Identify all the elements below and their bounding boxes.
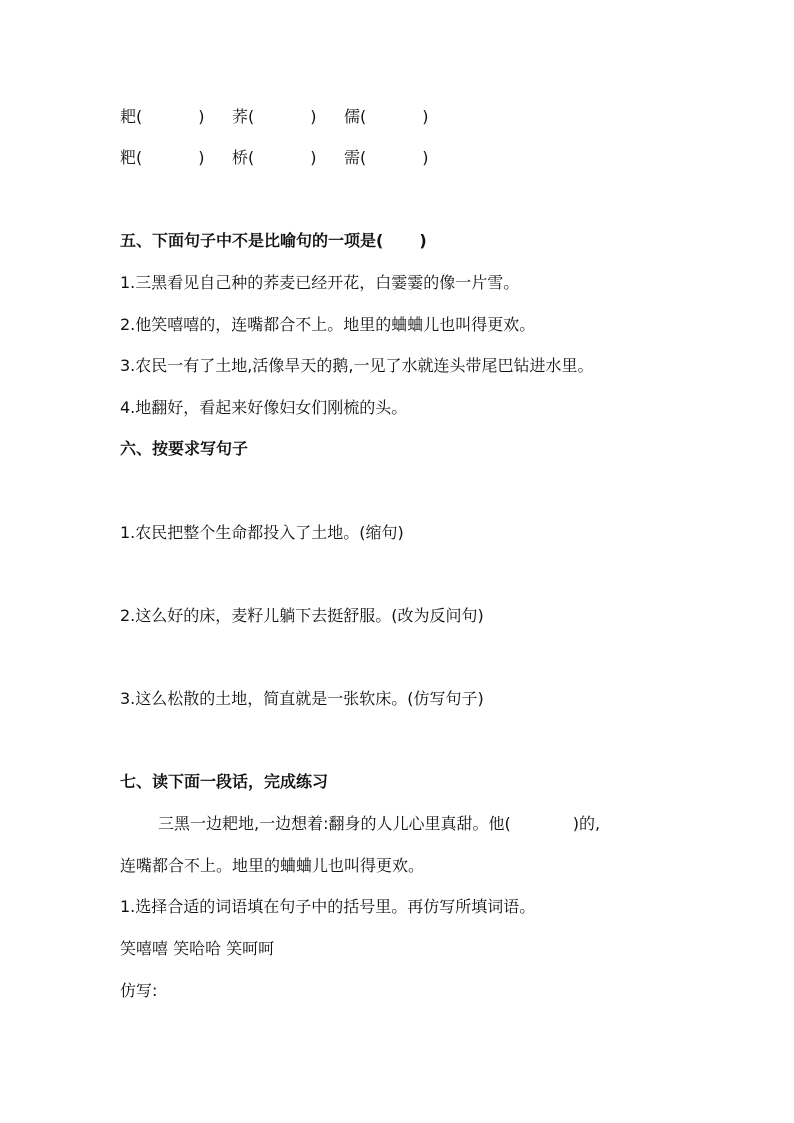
question-item: 1.选择合适的词语填在句子中的括号里。再仿写所填词语。 bbox=[120, 897, 536, 916]
option-item: 3.农民一有了土地,活像旱天的鹅,一见了水就连头带尾巴钻进水里。 bbox=[120, 356, 594, 375]
section-6-title: 六、按要求写句子 bbox=[120, 439, 249, 458]
task-item: 1.农民把整个生命都投入了土地。(缩句) bbox=[120, 523, 404, 542]
task-item: 2.这么好的床，麦籽儿躺下去挺舒服。(改为反问句) bbox=[120, 606, 484, 625]
passage-line: 三黑一边耙地,一边想着:翻身的人儿心里真甜。他( )的, bbox=[158, 814, 601, 833]
section-5-title: 五、下面句子中不是比喻句的一项是( ) bbox=[120, 231, 427, 250]
char-item: 儒( ) bbox=[344, 107, 429, 126]
char-item: 需( ) bbox=[344, 148, 429, 167]
option-item: 4.地翻好，看起来好像妇女们刚梳的头。 bbox=[120, 398, 408, 417]
char-item: 粑( ) bbox=[120, 148, 205, 167]
option-item: 2.他笑嘻嘻的，连嘴都合不上。地里的蛐蛐儿也叫得更欢。 bbox=[120, 315, 536, 334]
task-item: 3.这么松散的土地，简直就是一张软床。(仿写句子) bbox=[120, 689, 484, 708]
char-item: 桥( ) bbox=[232, 148, 317, 167]
char-item: 耙( ) bbox=[120, 107, 205, 126]
passage-line: 连嘴都合不上。地里的蛐蛐儿也叫得更欢。 bbox=[120, 856, 425, 875]
word-choices: 笑嘻嘻 笑哈哈 笑呵呵 bbox=[120, 939, 275, 958]
section-7-title: 七、读下面一段话，完成练习 bbox=[120, 772, 329, 791]
option-item: 1.三黑看见自己种的荞麦已经开花，白霎霎的像一片雪。 bbox=[120, 273, 520, 292]
imitate-label: 仿写: bbox=[120, 981, 158, 1000]
char-item: 荞( ) bbox=[232, 107, 317, 126]
